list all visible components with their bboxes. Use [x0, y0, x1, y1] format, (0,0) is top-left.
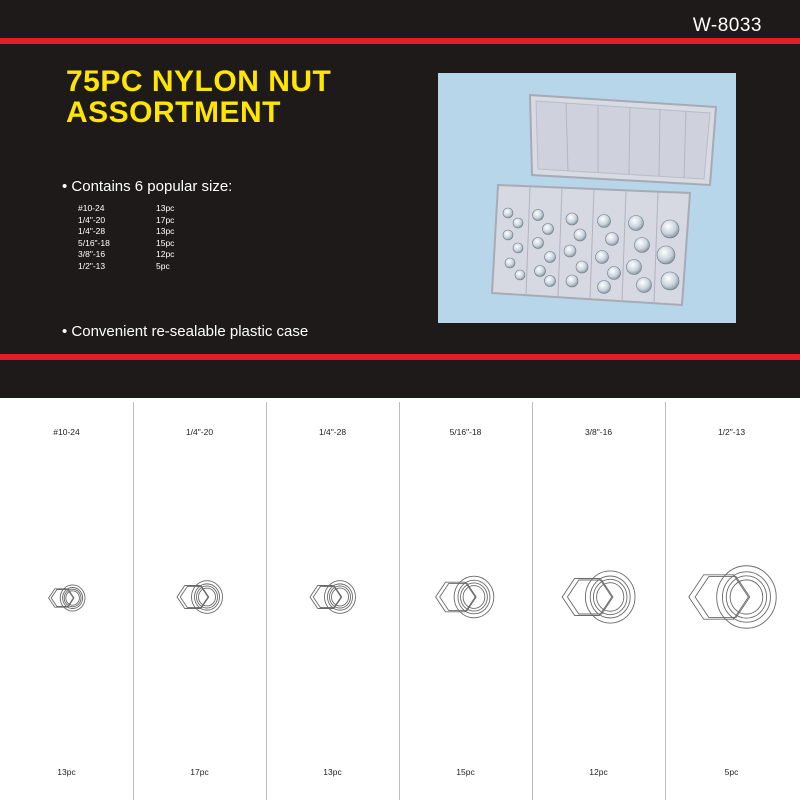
nut-size-chart — [0, 398, 800, 800]
nylon-nut-icon — [304, 570, 362, 624]
count-text: 13pc — [156, 226, 175, 237]
size-row — [78, 249, 174, 261]
nylon-nut-icon — [556, 555, 642, 639]
nylon-nut-icon — [171, 570, 229, 624]
size-label: 5/16"-18 — [449, 427, 482, 437]
title-line-2: ASSORTMENT — [66, 96, 281, 129]
count-text: 17pc — [156, 214, 175, 225]
size-text: 5/16"-18 — [78, 237, 110, 248]
count-text: 12pc — [156, 249, 175, 260]
size-label: 1/2"-13 — [717, 427, 746, 437]
header-panel — [0, 0, 800, 398]
size-text: 1/2"-13 — [78, 260, 106, 271]
bullet-case: • Convenient re-sealable plastic case — [62, 323, 309, 340]
nylon-nut-icon — [43, 576, 91, 620]
product-case-photo — [438, 73, 736, 323]
count-label: 13pc — [57, 767, 76, 777]
size-text: 3/8"-16 — [78, 249, 106, 260]
size-column — [532, 398, 665, 800]
count-label: 5pc — [724, 767, 739, 777]
count-label: 13pc — [323, 767, 342, 777]
count-text: 13pc — [156, 203, 175, 213]
size-column — [0, 398, 133, 800]
size-label: 3/8"-16 — [584, 427, 613, 437]
size-label: #10-24 — [53, 427, 80, 437]
top-red-stripe — [0, 38, 800, 44]
size-column — [133, 398, 266, 800]
size-column — [399, 398, 532, 800]
model-number: W-8033 — [692, 15, 762, 36]
size-column — [266, 398, 399, 800]
size-text: 1/4"-28 — [78, 226, 106, 237]
count-label: 12pc — [589, 767, 608, 777]
bottom-red-stripe — [0, 354, 800, 360]
bullet-contains: • Contains 6 popular size: — [62, 178, 233, 195]
size-list — [78, 203, 174, 273]
product-title — [66, 66, 331, 128]
title-line-1: 75PC NYLON NUT — [66, 65, 332, 98]
size-row — [78, 226, 174, 238]
size-label: 1/4"-20 — [185, 427, 214, 437]
size-row — [78, 215, 174, 227]
nylon-nut-icon — [683, 547, 783, 647]
size-row — [78, 261, 174, 273]
count-text: 5pc — [156, 260, 170, 271]
size-text: #10-24 — [78, 203, 105, 213]
size-row — [78, 203, 174, 215]
count-label: 17pc — [190, 767, 209, 777]
count-label: 15pc — [456, 767, 475, 777]
size-label: 1/4"-28 — [318, 427, 347, 437]
size-row — [78, 238, 174, 250]
nylon-nut-icon — [429, 563, 501, 631]
count-text: 15pc — [156, 237, 175, 248]
size-column — [665, 398, 800, 800]
size-text: 1/4"-20 — [78, 214, 106, 225]
